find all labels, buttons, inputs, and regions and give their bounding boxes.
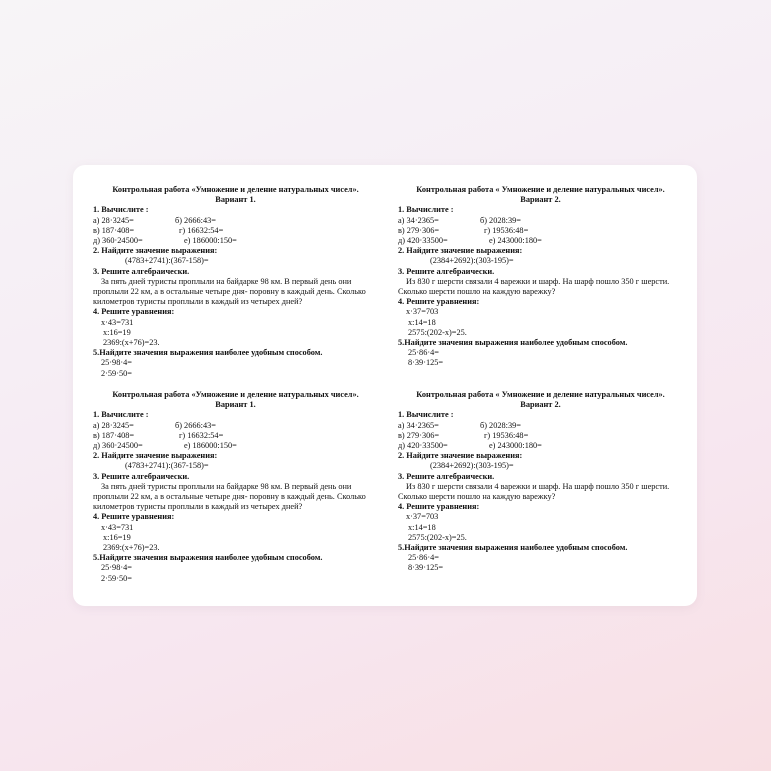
task4-heading: 4. Решите уравнения: xyxy=(398,297,480,307)
task1-row: д) 420·33500= е) 243000:180= xyxy=(398,441,542,451)
variant-1-bottom xyxy=(93,390,378,584)
task1-row: д) 360·24500= е) 186000:150= xyxy=(93,236,237,246)
task5-heading: 5.Найдите значения выражения наиболее удобным способом. xyxy=(398,338,628,348)
task5-heading: 5.Найдите значения выражения наиболее удобным способом. xyxy=(398,543,628,553)
test-title: Контрольная работа « Умножение и деление натуральных чисел». xyxy=(416,185,665,194)
task2-heading: 2. Найдите значение выражения: xyxy=(93,451,218,461)
expression: 2·59·50= xyxy=(101,368,132,378)
task1-row: д) 420·33500= е) 243000:180= xyxy=(398,236,542,246)
variant-label: Вариант 2. xyxy=(520,195,561,205)
task2-expression: (4783+2741):(367-158)= xyxy=(125,461,209,471)
task4-heading: 4. Решите уравнения: xyxy=(93,512,175,522)
variant-label: Вариант 2. xyxy=(520,400,561,410)
task1-row: в) 187·408= г) 16632:54= xyxy=(93,430,224,440)
equation: х·43=731 xyxy=(101,317,134,327)
equation: х:16=19 xyxy=(103,532,131,542)
variant-label: Вариант 1. xyxy=(215,400,256,410)
task2-heading: 2. Найдите значение выражения: xyxy=(398,451,523,461)
task1-row: в) 187·408= г) 16632:54= xyxy=(93,225,224,235)
task1-heading: 1. Вычислите : xyxy=(398,205,454,215)
expression: 25·98·4= xyxy=(101,563,132,573)
equation: х:14=18 xyxy=(408,522,436,532)
equation: 2369:(х+76)=23. xyxy=(103,543,160,553)
task4-heading: 4. Решите уравнения: xyxy=(93,307,175,317)
expression: 2·59·50= xyxy=(101,573,132,583)
task3-text: За пять дней туристы проплыли на байдарке 98 км. В первый день они проплыли 22 км, а в остальные четыре дня- поровну в каждый день. Сколько километров туристы проплыли в каждый из четырех дней? xyxy=(93,481,366,512)
equation: 2575:(202-х)=25. xyxy=(408,532,467,542)
variant-1-top xyxy=(93,185,378,379)
expression: 8·39·125= xyxy=(408,358,444,368)
test-title: Контрольная работа «Умножение и деление натуральных чисел». xyxy=(112,185,359,194)
test-title: Контрольная работа « Умножение и деление натуральных чисел». xyxy=(416,390,665,399)
equation: х:16=19 xyxy=(103,327,131,337)
variant-2-bottom xyxy=(398,390,683,574)
test-title: Контрольная работа «Умножение и деление натуральных чисел». xyxy=(112,390,359,399)
task5-heading: 5.Найдите значения выражения наиболее удобным способом. xyxy=(93,553,323,563)
task3-text: Из 830 г шерсти связали 4 варежки и шарф. На шарф пошло 350 г шерсти. Сколько шерсти пошло на каждую варежку? xyxy=(398,276,670,297)
task1-heading: 1. Вычислите : xyxy=(93,205,149,215)
equation: 2575:(202-х)=25. xyxy=(408,327,467,337)
task1-row: в) 279·306= г) 19536:48= xyxy=(398,430,529,440)
task1-heading: 1. Вычислите : xyxy=(93,410,149,420)
equation: х:14=18 xyxy=(408,317,436,327)
task2-expression: (4783+2741):(367-158)= xyxy=(125,256,209,266)
variant-label: Вариант 1. xyxy=(215,195,256,205)
variant-2-top xyxy=(398,185,683,369)
expression: 8·39·125= xyxy=(408,563,444,573)
task1-row: а) 28·3245= б) 2666:43= xyxy=(93,215,216,225)
task1-row: а) 28·3245= б) 2666:43= xyxy=(93,420,216,430)
equation: х·37=703 xyxy=(406,307,439,317)
document-card xyxy=(73,165,697,606)
task2-heading: 2. Найдите значение выражения: xyxy=(93,246,218,256)
task4-heading: 4. Решите уравнения: xyxy=(398,502,480,512)
task2-expression: (2384+2692):(303-195)= xyxy=(430,461,514,471)
task3-heading: 3. Решите алгебраически. xyxy=(398,471,495,481)
task3-heading: 3. Решите алгебраически. xyxy=(93,471,190,481)
task2-expression: (2384+2692):(303-195)= xyxy=(430,256,514,266)
task1-row: д) 360·24500= е) 186000:150= xyxy=(93,441,237,451)
expression: 25·86·4= xyxy=(408,348,439,358)
expression: 25·86·4= xyxy=(408,553,439,563)
equation: х·37=703 xyxy=(406,512,439,522)
equation: 2369:(х+76)=23. xyxy=(103,338,160,348)
task3-heading: 3. Решите алгебраически. xyxy=(93,266,190,276)
expression: 25·98·4= xyxy=(101,358,132,368)
task1-row: а) 34·2365= б) 2028:39= xyxy=(398,420,521,430)
task1-row: в) 279·306= г) 19536:48= xyxy=(398,225,529,235)
task1-heading: 1. Вычислите : xyxy=(398,410,454,420)
task5-heading: 5.Найдите значения выражения наиболее удобным способом. xyxy=(93,348,323,358)
task2-heading: 2. Найдите значение выражения: xyxy=(398,246,523,256)
task3-text: Из 830 г шерсти связали 4 варежки и шарф. На шарф пошло 350 г шерсти. Сколько шерсти пошло на каждую варежку? xyxy=(398,481,670,502)
task3-heading: 3. Решите алгебраически. xyxy=(398,266,495,276)
task3-text: За пять дней туристы проплыли на байдарке 98 км. В первый день они проплыли 22 км, а в остальные четыре дня- поровну в каждый день. Сколько километров туристы проплыли в каждый из четырех дней? xyxy=(93,276,366,307)
task1-row: а) 34·2365= б) 2028:39= xyxy=(398,215,521,225)
equation: х·43=731 xyxy=(101,522,134,532)
